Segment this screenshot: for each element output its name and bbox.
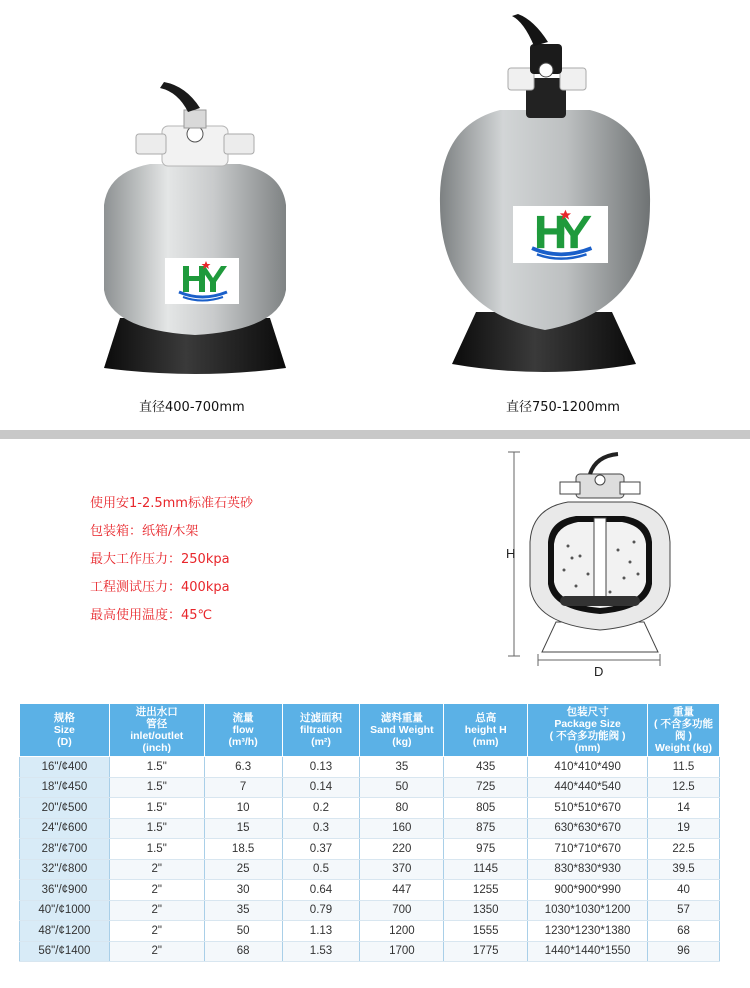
table-row bbox=[20, 757, 720, 778]
table-cell: 1030*1030*1200 bbox=[528, 900, 648, 921]
table-row bbox=[20, 900, 720, 921]
table-header-line: 管径 bbox=[146, 718, 168, 730]
table-cell: 1200 bbox=[360, 921, 444, 942]
table-cell: 1.5" bbox=[109, 798, 204, 819]
table-cell: 2" bbox=[109, 921, 204, 942]
table-cell: 2" bbox=[109, 880, 204, 901]
table-cell: 32"/¢800 bbox=[20, 859, 110, 880]
table-header-cell bbox=[528, 704, 648, 757]
table-cell: 1.5" bbox=[109, 839, 204, 860]
table-cell: 0.13 bbox=[282, 757, 360, 778]
table-cell: 975 bbox=[444, 839, 528, 860]
table-cell: 435 bbox=[444, 757, 528, 778]
table-cell: 35 bbox=[360, 757, 444, 778]
table-cell: 10 bbox=[204, 798, 282, 819]
table-header-line: 包装尺寸 bbox=[566, 706, 609, 718]
cross-section-diagram bbox=[498, 446, 678, 686]
table-header-line: Size bbox=[53, 724, 75, 736]
table-header-line: ( 不含多功能阀 ) bbox=[549, 730, 626, 742]
table-cell: 1440*1440*1550 bbox=[528, 941, 648, 962]
table-header-line: (m³/h) bbox=[228, 736, 258, 748]
table-cell: 440*440*540 bbox=[528, 777, 648, 798]
table-cell: 68 bbox=[648, 921, 720, 942]
table-header-cell bbox=[444, 704, 528, 757]
table-cell: 0.2 bbox=[282, 798, 360, 819]
diameter-dimension-label: D bbox=[594, 664, 604, 679]
table-header-line: Package Size bbox=[554, 718, 621, 730]
table-cell: 1230*1230*1380 bbox=[528, 921, 648, 942]
table-row bbox=[20, 777, 720, 798]
table-cell: 25 bbox=[204, 859, 282, 880]
table-cell: 18"/¢450 bbox=[20, 777, 110, 798]
table-cell: 1.5" bbox=[109, 757, 204, 778]
table-cell: 0.3 bbox=[282, 818, 360, 839]
table-header-line: flow bbox=[232, 724, 254, 736]
table-cell: 6.3 bbox=[204, 757, 282, 778]
table-cell: 1.13 bbox=[282, 921, 360, 942]
table-header-line: filtration bbox=[299, 724, 342, 736]
table-cell: 830*830*930 bbox=[528, 859, 648, 880]
table-header-line: height H bbox=[464, 724, 507, 736]
large-tank-caption: 直径750-1200mm bbox=[506, 400, 620, 415]
table-cell: 2" bbox=[109, 900, 204, 921]
table-cell: 725 bbox=[444, 777, 528, 798]
table-header-line: (inch) bbox=[142, 742, 172, 754]
table-cell: 80 bbox=[360, 798, 444, 819]
table-cell: 700 bbox=[360, 900, 444, 921]
table-cell: 35 bbox=[204, 900, 282, 921]
table-cell: 50 bbox=[360, 777, 444, 798]
table-cell: 16"/¢400 bbox=[20, 757, 110, 778]
table-header-cell bbox=[109, 704, 204, 757]
large-sand-filter-image bbox=[430, 14, 660, 384]
table-cell: 0.37 bbox=[282, 839, 360, 860]
table-header-line: (mm) bbox=[574, 742, 601, 754]
spec-max-temperature: 最高使用温度：45℃ bbox=[90, 608, 213, 623]
table-header-line: 重量 bbox=[673, 706, 695, 718]
table-cell: 805 bbox=[444, 798, 528, 819]
table-cell: 30 bbox=[204, 880, 282, 901]
table-cell: 630*630*670 bbox=[528, 818, 648, 839]
table-cell: 1775 bbox=[444, 941, 528, 962]
table-header-line: 规格 bbox=[53, 712, 75, 724]
table-cell: 1.5" bbox=[109, 777, 204, 798]
table-row bbox=[20, 798, 720, 819]
company-logo-large bbox=[513, 206, 608, 263]
small-tank-caption: 直径400-700mm bbox=[139, 400, 245, 415]
table-cell: 1255 bbox=[444, 880, 528, 901]
table-header-cell bbox=[282, 704, 360, 757]
table-cell: 40 bbox=[648, 880, 720, 901]
table-header-line: 流量 bbox=[232, 712, 254, 724]
table-cell: 68 bbox=[204, 941, 282, 962]
table-cell: 1.53 bbox=[282, 941, 360, 962]
table-cell: 40"/¢1000 bbox=[20, 900, 110, 921]
table-header-line: 进出水口 bbox=[135, 706, 178, 718]
table-cell: 220 bbox=[360, 839, 444, 860]
table-cell: 710*710*670 bbox=[528, 839, 648, 860]
table-cell: 0.14 bbox=[282, 777, 360, 798]
table-cell: 447 bbox=[360, 880, 444, 901]
table-header-line: (D) bbox=[57, 736, 72, 748]
section-divider bbox=[0, 430, 750, 439]
table-cell: 875 bbox=[444, 818, 528, 839]
table-cell: 1.5" bbox=[109, 818, 204, 839]
table-cell: 14 bbox=[648, 798, 720, 819]
table-cell: 39.5 bbox=[648, 859, 720, 880]
table-cell: 1350 bbox=[444, 900, 528, 921]
table-cell: 7 bbox=[204, 777, 282, 798]
table-cell: 12.5 bbox=[648, 777, 720, 798]
table-header-line: 总高 bbox=[475, 712, 497, 724]
table-cell: 22.5 bbox=[648, 839, 720, 860]
table-header-line: Weight (kg) bbox=[655, 742, 712, 754]
table-header-line: Sand Weight bbox=[370, 724, 434, 736]
table-cell: 0.5 bbox=[282, 859, 360, 880]
spec-max-pressure: 最大工作压力：250kpa bbox=[90, 552, 230, 567]
table-cell: 1700 bbox=[360, 941, 444, 962]
table-cell: 18.5 bbox=[204, 839, 282, 860]
spec-list bbox=[90, 490, 253, 630]
table-header-line: inlet/outlet bbox=[130, 730, 184, 742]
table-cell: 15 bbox=[204, 818, 282, 839]
table-cell: 11.5 bbox=[648, 757, 720, 778]
table-cell: 24"/¢600 bbox=[20, 818, 110, 839]
table-cell: 160 bbox=[360, 818, 444, 839]
table-cell: 410*410*490 bbox=[528, 757, 648, 778]
table-row bbox=[20, 921, 720, 942]
table-cell: 19 bbox=[648, 818, 720, 839]
spec-packaging: 包装箱：纸箱/木架 bbox=[90, 524, 199, 539]
table-row bbox=[20, 941, 720, 962]
spec-test-pressure: 工程测试压力：400kpa bbox=[90, 580, 230, 595]
table-header-line: 过滤面积 bbox=[299, 712, 342, 724]
table-cell: 900*900*990 bbox=[528, 880, 648, 901]
table-row bbox=[20, 859, 720, 880]
table-header-line: (m²) bbox=[311, 736, 331, 748]
table-row bbox=[20, 880, 720, 901]
table-cell: 57 bbox=[648, 900, 720, 921]
table-cell: 28"/¢700 bbox=[20, 839, 110, 860]
table-header-line: (mm) bbox=[472, 736, 499, 748]
table-row bbox=[20, 839, 720, 860]
table-cell: 36"/¢900 bbox=[20, 880, 110, 901]
table-header-cell bbox=[20, 704, 110, 757]
table-cell: 0.79 bbox=[282, 900, 360, 921]
table-header-row bbox=[20, 704, 720, 757]
table-cell: 0.64 bbox=[282, 880, 360, 901]
table-header-cell bbox=[204, 704, 282, 757]
table-body bbox=[20, 757, 720, 962]
table-cell: 1145 bbox=[444, 859, 528, 880]
table-cell: 370 bbox=[360, 859, 444, 880]
small-sand-filter-image bbox=[90, 80, 310, 380]
specification-table bbox=[19, 703, 720, 962]
height-dimension-label: H bbox=[506, 546, 516, 561]
table-header-cell bbox=[648, 704, 720, 757]
table-cell: 2" bbox=[109, 941, 204, 962]
table-cell: 96 bbox=[648, 941, 720, 962]
table-header-line: (kg) bbox=[392, 736, 412, 748]
table-cell: 20"/¢500 bbox=[20, 798, 110, 819]
spec-sand-size: 使用安1-2.5mm标准石英砂 bbox=[90, 496, 253, 511]
table-cell: 48"/¢1200 bbox=[20, 921, 110, 942]
table-row bbox=[20, 818, 720, 839]
table-cell: 50 bbox=[204, 921, 282, 942]
table-cell: 510*510*670 bbox=[528, 798, 648, 819]
table-cell: 2" bbox=[109, 859, 204, 880]
company-logo-small bbox=[165, 258, 239, 304]
table-header-line: 滤料重量 bbox=[380, 712, 423, 724]
table-header-cell bbox=[360, 704, 444, 757]
table-cell: 1555 bbox=[444, 921, 528, 942]
table-header-line: ( 不含多功能阀 ) bbox=[654, 718, 713, 742]
table-cell: 56"/¢1400 bbox=[20, 941, 110, 962]
